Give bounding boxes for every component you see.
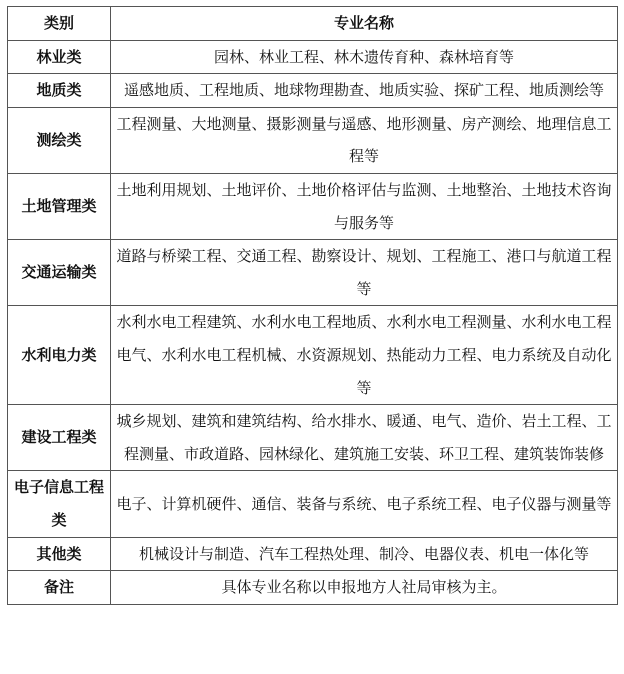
table-row <box>8 74 618 108</box>
category-cell: 水利电力类 <box>8 306 111 405</box>
note-label-cell: 备注 <box>8 571 111 605</box>
table-row <box>8 537 618 571</box>
category-cell: 建设工程类 <box>8 405 111 471</box>
major-category-table-container <box>7 6 617 605</box>
majors-cell: 土地利用规划、土地评价、土地价格评估与监测、土地整治、土地技术咨询与服务等 <box>111 173 618 239</box>
category-cell: 电子信息工程类 <box>8 471 111 537</box>
header-category: 类别 <box>8 7 111 41</box>
table-row <box>8 107 618 173</box>
table-header-row <box>8 7 618 41</box>
category-cell: 土地管理类 <box>8 173 111 239</box>
table-row-note <box>8 571 618 605</box>
category-cell: 其他类 <box>8 537 111 571</box>
majors-cell: 遥感地质、工程地质、地球物理勘查、地质实验、探矿工程、地质测绘等 <box>111 74 618 108</box>
table-row <box>8 306 618 405</box>
majors-cell: 电子、计算机硬件、通信、装备与系统、电子系统工程、电子仪器与测量等 <box>111 471 618 537</box>
major-category-table <box>7 6 618 605</box>
majors-cell: 工程测量、大地测量、摄影测量与遥感、地形测量、房产测绘、地理信息工程等 <box>111 107 618 173</box>
majors-cell: 城乡规划、建筑和建筑结构、给水排水、暖通、电气、造价、岩土工程、工程测量、市政道路、园林绿化、建筑施工安装、环卫工程、建筑装饰装修 <box>111 405 618 471</box>
majors-cell: 园林、林业工程、林木遗传育种、森林培育等 <box>111 40 618 74</box>
table-row <box>8 405 618 471</box>
category-cell: 地质类 <box>8 74 111 108</box>
category-cell: 交通运输类 <box>8 240 111 306</box>
majors-cell: 机械设计与制造、汽车工程热处理、制冷、电器仪表、机电一体化等 <box>111 537 618 571</box>
table-row <box>8 173 618 239</box>
majors-cell: 道路与桥梁工程、交通工程、勘察设计、规划、工程施工、港口与航道工程等 <box>111 240 618 306</box>
table-row <box>8 40 618 74</box>
majors-cell: 水利水电工程建筑、水利水电工程地质、水利水电工程测量、水利水电工程电气、水利水电工程机械、水资源规划、热能动力工程、电力系统及自动化等 <box>111 306 618 405</box>
header-major-name: 专业名称 <box>111 7 618 41</box>
table-row <box>8 240 618 306</box>
category-cell: 林业类 <box>8 40 111 74</box>
category-cell: 测绘类 <box>8 107 111 173</box>
table-row <box>8 471 618 537</box>
note-text-cell: 具体专业名称以申报地方人社局审核为主。 <box>111 571 618 605</box>
